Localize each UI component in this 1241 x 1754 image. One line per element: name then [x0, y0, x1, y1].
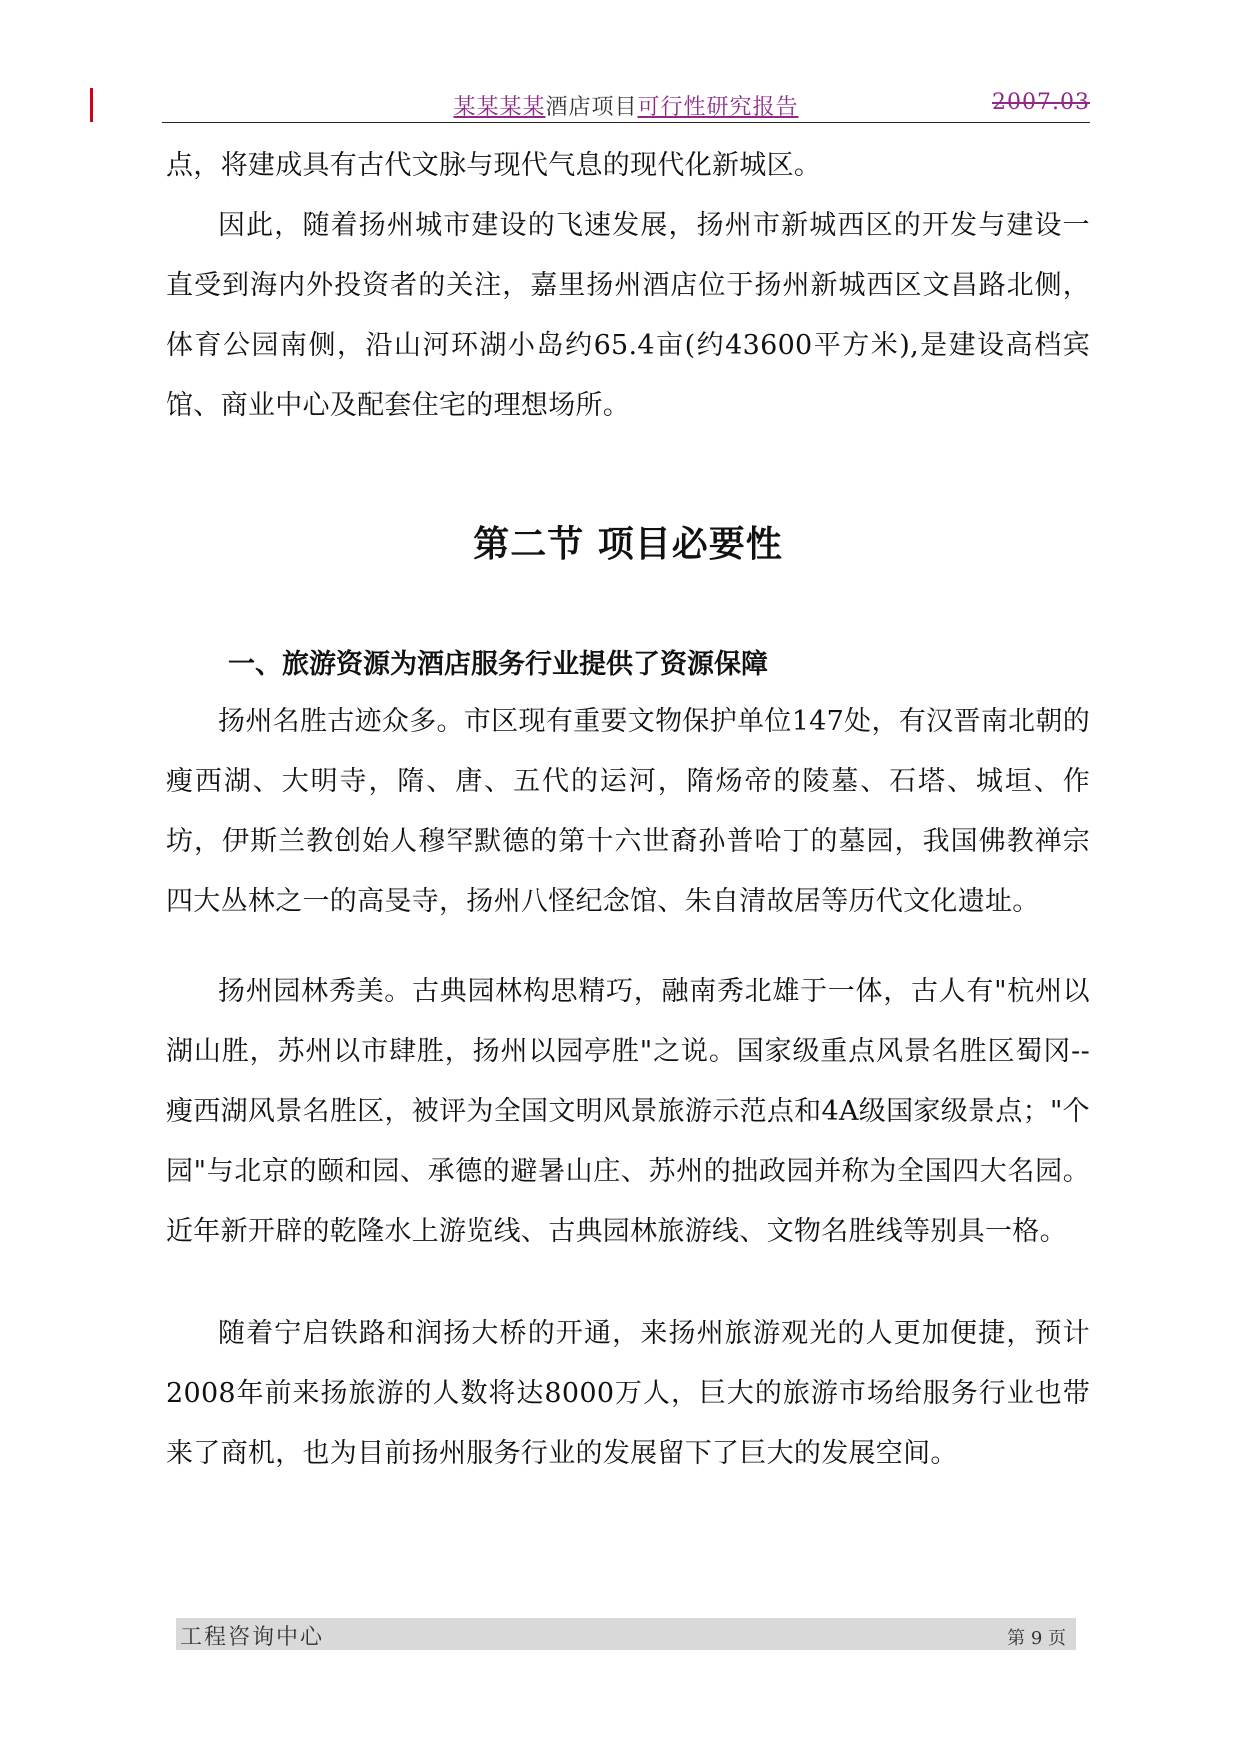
header-title-inserted-1: 某某某某: [453, 95, 546, 120]
section-title: 第二节 项目必要性: [473, 524, 783, 565]
paragraph-4: 扬州园林秀美。古典园林构思精巧，融南秀北雄于一体，古人有"杭州以湖山胜，苏州以市肆胜，扬州以园亭胜"之说。国家级重点风景名胜区蜀冈--瘦西湖风景名胜区，被评为全国文明风景旅游示范点和4A级国家级景点；"个园"与北京的颐和园、承德的避暑山庄、苏州的拙政园并称为全国四大名园。近年新开辟的乾隆水上游览线、古典园林旅游线、文物名胜线等别具一格。: [166, 976, 1090, 1247]
page-header: [162, 86, 1090, 123]
footer-organization: 工程咨询中心: [180, 1625, 325, 1650]
paragraph-5: 随着宁启铁路和润扬大桥的开通，来扬州旅游观光的人更加便捷，预计2008年前来扬旅游的人数将达8000万人，巨大的旅游市场给服务行业也带来了商机，也为目前扬州服务行业的发展留下了巨大的发展空间。: [166, 1318, 1090, 1469]
header-title-inserted-2: 可行性研究报告: [637, 95, 799, 120]
revision-marker: [90, 88, 93, 122]
paragraph-2: 因此，随着扬州城市建设的飞速发展，扬州市新城西区的开发与建设一直受到海内外投资者的关注，嘉里扬州酒店位于扬州新城西区文昌路北侧，体育公园南侧，沿山河环湖小岛约65.4亩(约43600平方米),是建设高档宾馆、商业中心及配套住宅的理想场所。: [166, 210, 1090, 421]
paragraph-1: 点，将建成具有古代文脉与现代气息的现代化新城区。: [166, 150, 822, 181]
paragraph-3: 扬州名胜古迹众多。市区现有重要文物保护单位147处，有汉晋南北朝的瘦西湖、大明寺，隋、唐、五代的运河，隋炀帝的陵墓、石塔、城垣、作坊，伊斯兰教创始人穆罕默德的第十六世裔孙普哈丁的墓园，我国佛教禅宗四大丛林之一的高旻寺，扬州八怪纪念馆、朱自清故居等历代文化遗址。: [166, 706, 1090, 917]
page-number: 第 9 页: [1007, 1628, 1066, 1649]
page-footer: [176, 1618, 1076, 1650]
header-title-plain: 酒店项目: [545, 95, 638, 120]
header-title: [162, 90, 1090, 121]
header-date: 2007.03: [992, 90, 1090, 115]
subsection-title: 一、旅游资源为酒店服务行业提供了资源保障: [228, 649, 768, 680]
